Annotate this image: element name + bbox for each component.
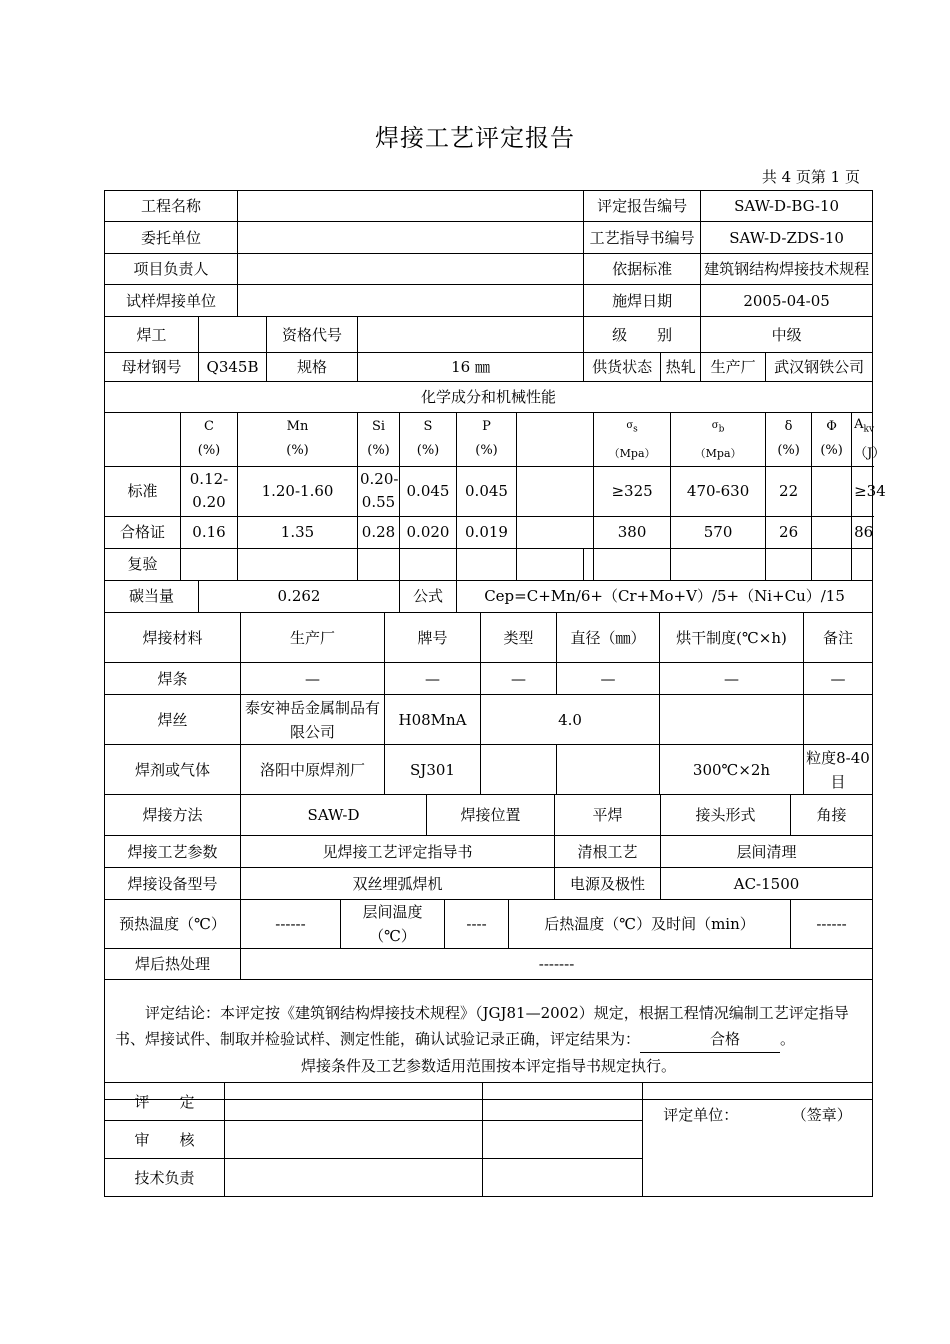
leader-label: 项目负责人 — [105, 254, 238, 285]
mech-header-ys: $\sigma_s$ （Mpa） — [594, 413, 671, 467]
eval-date — [483, 1083, 643, 1121]
leader-value — [238, 254, 584, 285]
ceq-label: 碳当量 — [105, 580, 199, 612]
review-sign — [225, 1121, 483, 1159]
cert-si: 0.28 — [358, 516, 400, 548]
mat-header-remark: 备注 — [804, 613, 873, 663]
recheck-si — [358, 548, 400, 580]
standard-value: 建筑钢结构焊接技术规程 — [701, 254, 873, 285]
flux-label: 焊剂或气体 — [105, 745, 241, 795]
recheck-extra-a — [517, 548, 584, 580]
mat-header-material: 焊接材料 — [105, 613, 241, 663]
signoff-table — [104, 1082, 873, 1197]
electrode-type: — — [481, 663, 557, 695]
recheck-mn — [238, 548, 358, 580]
level-value: 中级 — [701, 317, 873, 353]
cert-c: 0.16 — [181, 516, 238, 548]
seal-label: （签章） — [791, 1106, 852, 1124]
method-value: SAW-D — [241, 795, 427, 836]
qual-label: 资格代号 — [267, 317, 358, 353]
electrode-drying: — — [660, 663, 804, 695]
joint-value: 角接 — [791, 795, 873, 836]
electrode-label: 焊条 — [105, 663, 241, 695]
cert-ts: 570 — [671, 516, 766, 548]
recheck-phi — [812, 548, 852, 580]
wire-brand: H08MnA — [385, 695, 481, 745]
unit-label: 试样焊接单位 — [105, 285, 238, 317]
interpass-value: ---- — [445, 900, 509, 949]
report-no-label: 评定报告编号 — [584, 191, 701, 222]
conclusion-note: 焊接条件及工艺参数适用范围按本评定指导书规定执行。 — [301, 1057, 677, 1075]
chem-header-extra — [517, 413, 594, 467]
steel-label: 母材钢号 — [105, 353, 199, 382]
review-date — [483, 1121, 643, 1159]
spec-value: 16 ㎜ — [358, 353, 584, 382]
flux-drying: 300℃×2h — [660, 745, 804, 795]
tech-label: 技术负责 — [105, 1159, 225, 1197]
position-value: 平焊 — [555, 795, 661, 836]
welder-label: 焊工 — [105, 317, 199, 353]
cert-extra — [517, 516, 594, 548]
params-value: 见焊接工艺评定指导书 — [241, 836, 555, 868]
recheck-extra-b — [584, 548, 594, 580]
flux-diameter — [557, 745, 660, 795]
eval-unit-label: 评定单位： — [663, 1106, 739, 1124]
standard-label: 依据标准 — [584, 254, 701, 285]
info-table — [104, 190, 886, 613]
chem-header-p: P (%) — [457, 413, 517, 467]
review-label: 审 核 — [105, 1121, 225, 1159]
unit-value — [238, 285, 584, 317]
ceq-value: 0.262 — [199, 580, 400, 612]
electrode-brand: — — [385, 663, 481, 695]
flux-type — [481, 745, 557, 795]
std-s: 0.045 — [400, 466, 457, 516]
chem-header-mn: Mn (%) — [238, 413, 358, 467]
std-si: 0.20-0.55 — [358, 466, 400, 516]
mech-header-phi: Φ (%) — [812, 413, 852, 467]
spec-label: 规格 — [267, 353, 358, 382]
wps-no-value: SAW-D-ZDS-10 — [701, 222, 873, 254]
postheat-value: ------ — [791, 900, 873, 949]
mech-header-ts: $\sigma_b$ （Mpa） — [671, 413, 766, 467]
params-label: 焊接工艺参数 — [105, 836, 241, 868]
chem-header-si: Si (%) — [358, 413, 400, 467]
eval-unit — [643, 1083, 873, 1197]
project-name-label: 工程名称 — [105, 191, 238, 222]
mech-header-delta: δ (%) — [766, 413, 812, 467]
wire-label: 焊丝 — [105, 695, 241, 745]
tech-date — [483, 1159, 643, 1197]
process-table — [104, 794, 873, 1100]
formula-label: 公式 — [400, 580, 457, 612]
chem-header-blank — [105, 413, 181, 467]
preheat-label: 预热温度（℃） — [105, 900, 241, 949]
maker-value: 武汉钢铁公司 — [766, 353, 873, 382]
cert-ys: 380 — [594, 516, 671, 548]
method-label: 焊接方法 — [105, 795, 241, 836]
std-mn: 1.20-1.60 — [238, 466, 358, 516]
position-label: 焊接位置 — [427, 795, 555, 836]
mech-header-akv: $A_{kv}$ （J） — [852, 413, 873, 467]
cert-s: 0.020 — [400, 516, 457, 548]
wire-maker: 泰安神岳金属制品有限公司 — [241, 695, 385, 745]
welder-value — [199, 317, 267, 353]
equip-label: 焊接设备型号 — [105, 868, 241, 900]
client-label: 委托单位 — [105, 222, 238, 254]
power-label: 电源及极性 — [555, 868, 661, 900]
chem-header-c: C (%) — [181, 413, 238, 467]
chem-header-s: S (%) — [400, 413, 457, 467]
postheat-label: 后热温度（℃）及时间（min） — [509, 900, 791, 949]
eval-label: 评 定 — [105, 1083, 225, 1121]
std-akv: ≥34 — [852, 466, 873, 516]
recheck-c — [181, 548, 238, 580]
interpass-label: 层间温度（℃） — [341, 900, 445, 949]
recheck-ts — [671, 548, 766, 580]
flux-remark: 粒度8-40 目 — [804, 745, 873, 795]
recheck-delta — [766, 548, 812, 580]
cert-delta: 26 — [766, 516, 812, 548]
cert-phi — [812, 516, 852, 548]
maker-label: 生产厂 — [701, 353, 766, 382]
report-no-value: SAW-D-BG-10 — [701, 191, 873, 222]
cert-label: 合格证 — [105, 516, 181, 548]
cert-akv: 86 — [852, 516, 873, 548]
qual-value — [358, 317, 584, 353]
std-extra — [517, 466, 594, 516]
tech-sign — [225, 1159, 483, 1197]
electrode-diameter: — — [557, 663, 660, 695]
conclusion-text: 评定结论：本评定按《建筑钢结构焊接技术规程》（JGJ81—2002）规定，根据工程情况编制工艺评定指导书、焊接试件、制取并检验试样、测定性能，确认试验记录正确，评定结果为： — [115, 1004, 849, 1048]
wire-remark — [804, 695, 873, 745]
conclusion: 评定结论：本评定按《建筑钢结构焊接技术规程》（JGJ81—2002）规定，根据工程情况编制工艺评定指导书、焊接试件、制取并检验试样、测定性能，确认试验记录正确，评定结果为： 合格 。 焊接条件及工艺参数适用范围按本评定指导书规定执行。 — [105, 980, 873, 1100]
mat-header-brand: 牌号 — [385, 613, 481, 663]
recheck-label: 复验 — [105, 548, 181, 580]
project-name-value — [238, 191, 584, 222]
mat-header-maker: 生产厂 — [241, 613, 385, 663]
page-info: 共 4 页第 1 页 — [761, 168, 860, 186]
std-p: 0.045 — [457, 466, 517, 516]
mat-header-drying: 烘干制度(℃×h) — [660, 613, 804, 663]
chem-section-title: 化学成分和机械性能 — [105, 382, 873, 413]
conclusion-result: 合格 — [640, 1026, 780, 1053]
flux-maker: 洛阳中原焊剂厂 — [241, 745, 385, 795]
wps-no-label: 工艺指导书编号 — [584, 222, 701, 254]
std-c: 0.12-0.20 — [181, 466, 238, 516]
std-phi — [812, 466, 852, 516]
recheck-akv-a — [852, 548, 873, 580]
wire-diameter: 4.0 — [481, 695, 660, 745]
recheck-ys — [594, 548, 671, 580]
cert-p: 0.019 — [457, 516, 517, 548]
joint-label: 接头形式 — [661, 795, 791, 836]
gouge-label: 清根工艺 — [555, 836, 661, 868]
client-value — [238, 222, 584, 254]
level-label: 级 别 — [584, 317, 701, 353]
std-ys: ≥325 — [594, 466, 671, 516]
report-title: 焊接工艺评定报告 — [375, 124, 575, 152]
std-ts: 470-630 — [671, 466, 766, 516]
mat-header-diameter: 直径（㎜） — [557, 613, 660, 663]
wire-drying — [660, 695, 804, 745]
formula-value: Cep=C+Mn/6+（Cr+Mo+V）/5+（Ni+Cu）/15 — [457, 580, 873, 612]
electrode-maker: — — [241, 663, 385, 695]
flux-brand: SJ301 — [385, 745, 481, 795]
recheck-s — [400, 548, 457, 580]
materials-table — [104, 612, 873, 795]
power-value: AC-1500 — [661, 868, 873, 900]
eval-sign — [225, 1083, 483, 1121]
electrode-remark: — — [804, 663, 873, 695]
pwht-label: 焊后热处理 — [105, 949, 241, 980]
std-delta: 22 — [766, 466, 812, 516]
date-label: 施焊日期 — [584, 285, 701, 317]
supply-label: 供货状态 — [584, 353, 661, 382]
preheat-value: ------ — [241, 900, 341, 949]
recheck-p — [457, 548, 517, 580]
pwht-value: ------- — [241, 949, 873, 980]
equip-value: 双丝埋弧焊机 — [241, 868, 555, 900]
std-label: 标准 — [105, 466, 181, 516]
cert-mn: 1.35 — [238, 516, 358, 548]
steel-value: Q345B — [199, 353, 267, 382]
gouge-value: 层间清理 — [661, 836, 873, 868]
supply-value: 热轧 — [661, 353, 701, 382]
date-value: 2005-04-05 — [701, 285, 873, 317]
mat-header-type: 类型 — [481, 613, 557, 663]
